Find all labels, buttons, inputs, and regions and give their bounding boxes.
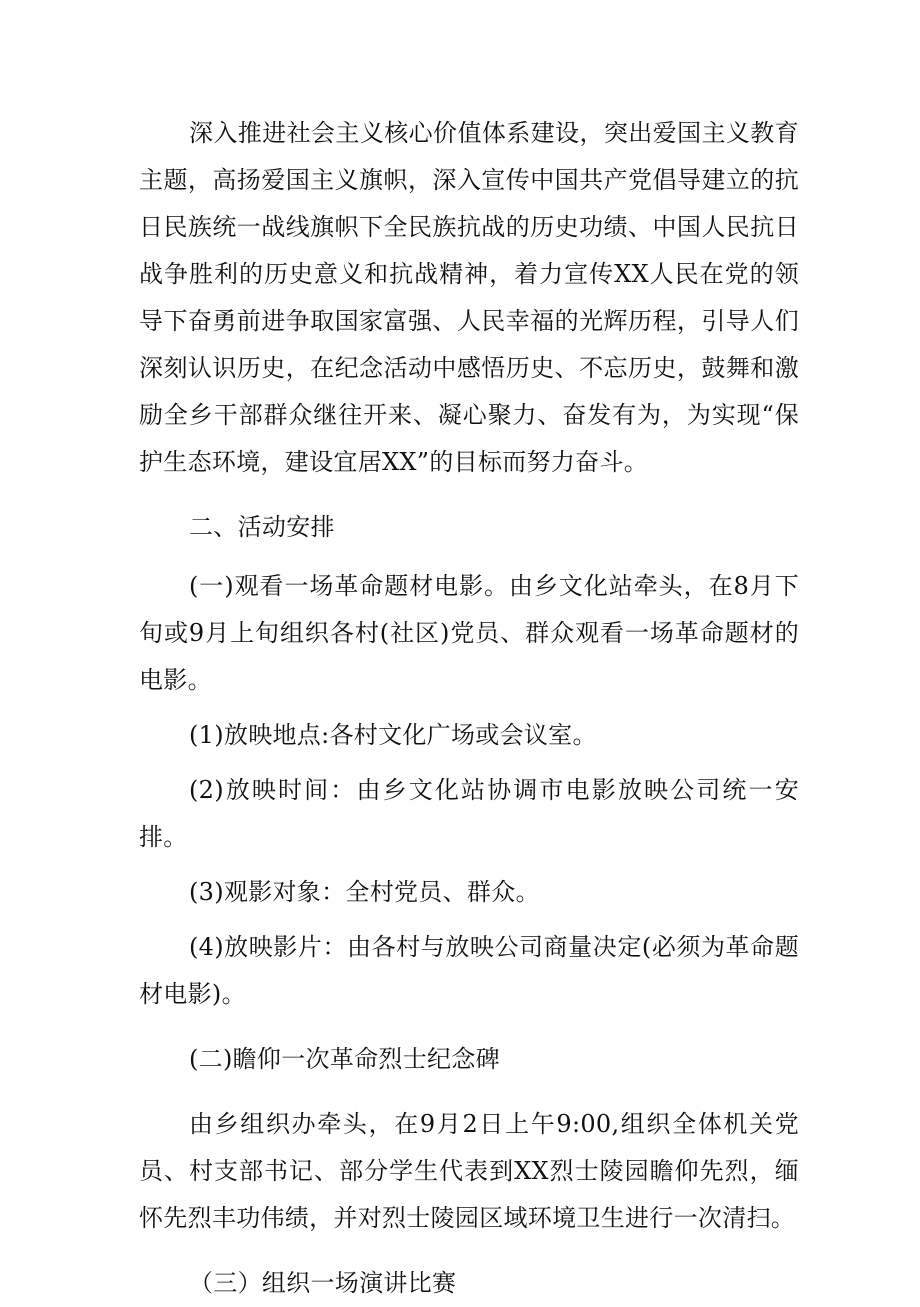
item-three-speech-contest: （三）组织一场演讲比赛 [189, 1269, 457, 1297]
section-heading-activity-arrangement: 二、活动安排 [189, 513, 335, 541]
paragraph-memorial-details: 由乡组织办牵头，在9月2日上午9:00,组织全体机关党员、村支部书记、部分学生代表到XX烈士陵园瞻仰先烈，缅怀先烈丰功伟绩，并对烈士陵园区域环境卫生进行一次清扫。 [139, 1110, 799, 1232]
sub-item-3-audience: (3)观影对象：全村党员、群众。 [189, 878, 540, 906]
document-body [139, 110, 799, 1307]
sub-item-1-location: (1)放映地点:各村文化广场或会议室。 [189, 721, 597, 749]
sub-item-2-time: (2)放映时间：由乡文化站协调市电影放映公司统一安排。 [139, 776, 799, 851]
sub-item-4-film: (4)放映影片：由各村与放映公司商量决定(必须为革命题材电影)。 [139, 933, 799, 1008]
paragraph-intro: 深入推进社会主义核心价值体系建设，突出爱国主义教育主题，高扬爱国主义旗帜，深入宣传中国共产党倡导建立的抗日民族统一战线旗帜下全民族抗战的历史功绩、中国人民抗日战争胜利的历史意义和抗战精神，着力宣传XX人民在党的领导下奋勇前进争取国家富强、人民幸福的光辉历程，引导人们深刻认识历史，在纪念活动中感悟历史、不忘历史，鼓舞和激励全乡干部群众继往开来、凝心聚力、奋发有为，为实现“保护生态环境，建设宜居XX”的目标而努力奋斗。 [139, 119, 799, 476]
item-two-memorial: (二)瞻仰一次革命烈士纪念碑 [189, 1045, 500, 1073]
item-one-movie: (一)观看一场革命题材电影。由乡文化站牵头，在8月下旬或9月上旬组织各村(社区)党员、群众观看一场革命题材的电影。 [139, 572, 799, 694]
